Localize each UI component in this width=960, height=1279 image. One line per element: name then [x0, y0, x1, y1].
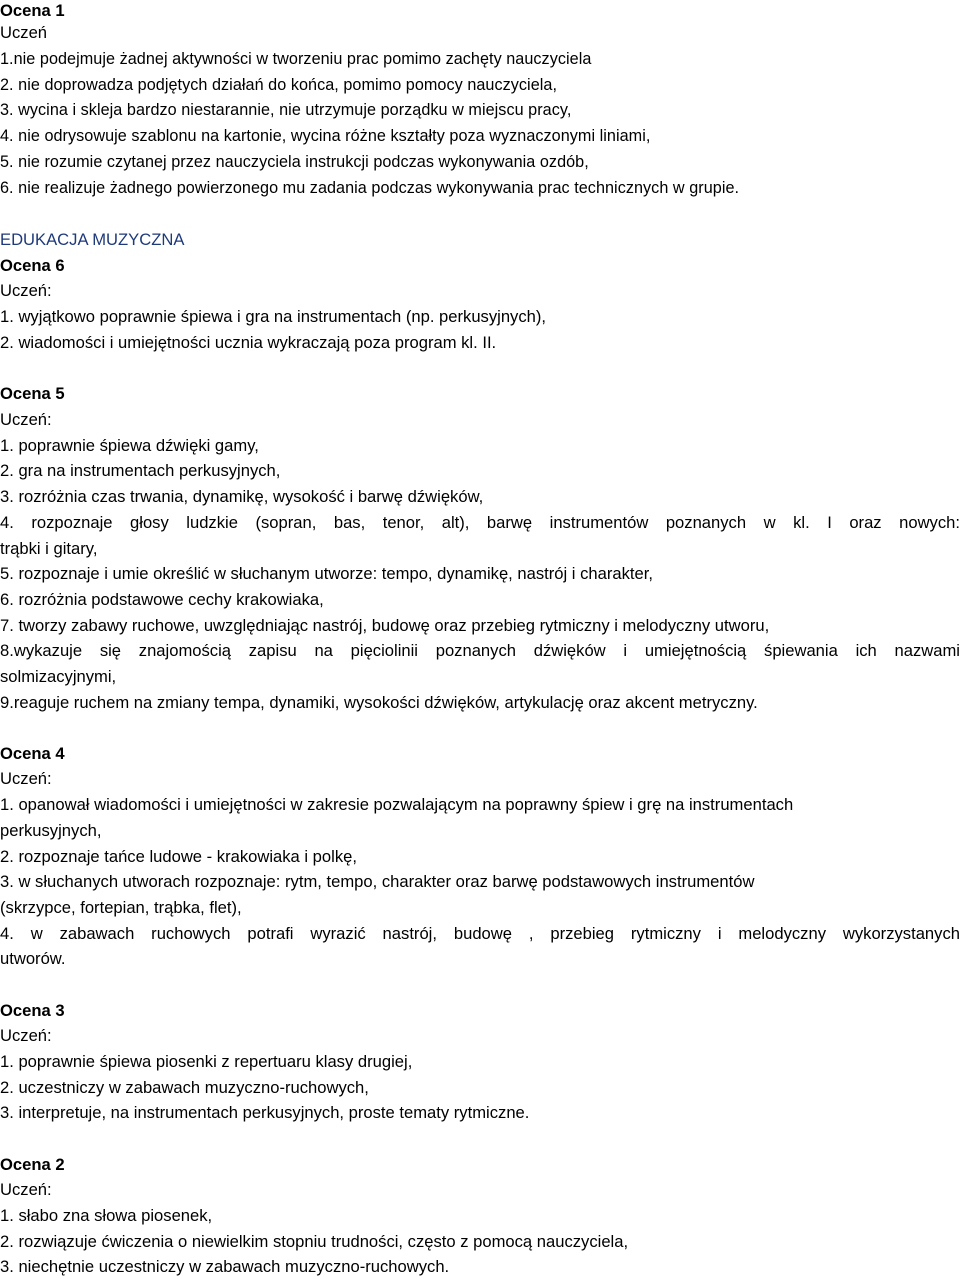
grade-2-criterion-3: 3. niechętnie uczestniczy w zabawach muzyczno-ruchowych. — [0, 1257, 450, 1276]
grade-5-criterion-4: 4. rozpoznaje głosy ludzkie (sopran, bas, tenor, alt), barwę instrumentów poznanych w kl. I oraz nowych: — [0, 513, 960, 532]
grade-1-criterion-6: 6. nie realizuje żadnego powierzonego mu zadania podczas wykonywania prac technicznych w grupie. — [0, 179, 740, 197]
grade-4-criterion-1-continuation: perkusyjnych, — [0, 821, 102, 840]
grade-2-student-label: Uczeń: — [0, 1180, 52, 1199]
grade-1-heading: Ocena 1 — [0, 1, 65, 20]
grade-1-student-label: Uczeń — [0, 23, 48, 42]
grade-5-criterion-7: 7. tworzy zabawy ruchowe, uwzględniając nastrój, budowę oraz przebieg rytmiczny i melodyczny utworu, — [0, 616, 770, 635]
grade-5-criterion-2: 2. gra na instrumentach perkusyjnych, — [0, 461, 281, 480]
grade-1-criterion-4: 4. nie odrysowuje szablonu na kartonie, wycina różne kształty poza wyznaczonymi liniami, — [0, 127, 651, 145]
grade-4-criterion-3: 3. w słuchanych utworach rozpoznaje: rytm, tempo, charakter oraz barwę podstawowych instrumentów — [0, 872, 755, 891]
grade-5-criterion-4-continuation: trąbki i gitary, — [0, 539, 98, 558]
grade-1-criterion-3: 3. wycina i skleja bardzo niestarannie, nie utrzymuje porządku w miejscu pracy, — [0, 101, 572, 119]
grade-6-criterion-2: 2. wiadomości i umiejętności ucznia wykraczają poza program kl. II. — [0, 333, 497, 352]
grade-5-criterion-8-continuation: solmizacyjnymi, — [0, 667, 117, 686]
grade-3-criterion-1: 1. poprawnie śpiewa piosenki z repertuaru klasy drugiej, — [0, 1052, 413, 1071]
grade-5-heading: Ocena 5 — [0, 384, 65, 403]
music-section-title: EDUKACJA MUZYCZNA — [0, 230, 185, 249]
grade-2-criterion-2: 2. rozwiązuje ćwiczenia o niewielkim stopniu trudności, często z pomocą nauczyciela, — [0, 1232, 629, 1251]
grade-4-student-label: Uczeń: — [0, 769, 52, 788]
grade-3-heading: Ocena 3 — [0, 1001, 65, 1020]
grade-3-student-label: Uczeń: — [0, 1026, 52, 1045]
grade-2-criterion-1: 1. słabo zna słowa piosenek, — [0, 1206, 213, 1225]
grade-4-criterion-4: 4. w zabawach ruchowych potrafi wyrazić nastrój, budowę , przebieg rytmiczny i melodyczny wykorzystanych — [0, 924, 960, 943]
grade-3-criterion-3: 3. interpretuje, na instrumentach perkusyjnych, proste tematy rytmiczne. — [0, 1103, 530, 1122]
grade-2-heading: Ocena 2 — [0, 1155, 65, 1174]
grade-1-criterion-2: 2. nie doprowadza podjętych działań do końca, pomimo pomocy nauczyciela, — [0, 76, 557, 94]
grade-5-criterion-3: 3. rozróżnia czas trwania, dynamikę, wysokość i barwę dźwięków, — [0, 487, 484, 506]
grade-5-criterion-5: 5. rozpoznaje i umie określić w słuchanym utworze: tempo, dynamikę, nastrój i charakter, — [0, 564, 653, 583]
grade-5-criterion-8: 8.wykazuje się znajomością zapisu na pięciolinii poznanych dźwięków i umiejętnością śpiewania ich nazwami — [0, 641, 960, 660]
grade-3-criterion-2: 2. uczestniczy w zabawach muzyczno-ruchowych, — [0, 1078, 369, 1097]
grade-5-student-label: Uczeń: — [0, 410, 52, 429]
grade-4-criterion-3-continuation: (skrzypce, fortepian, trąbka, flet), — [0, 898, 242, 917]
grade-4-criterion-4-continuation: utworów. — [0, 949, 66, 968]
grade-4-criterion-2: 2. rozpoznaje tańce ludowe - krakowiaka i polkę, — [0, 847, 357, 866]
grade-6-heading: Ocena 6 — [0, 256, 65, 275]
grade-5-criterion-1: 1. poprawnie śpiewa dźwięki gamy, — [0, 436, 259, 455]
grade-5-criterion-9: 9.reaguje ruchem na zmiany tempa, dynamiki, wysokości dźwięków, artykulację oraz akcent metryczny. — [0, 693, 758, 712]
grade-1-criterion-1: 1.nie podejmuje żadnej aktywności w tworzeniu prac pomimo zachęty nauczyciela — [0, 50, 592, 68]
grade-6-criterion-1: 1. wyjątkowo poprawnie śpiewa i gra na instrumentach (np. perkusyjnych), — [0, 307, 547, 326]
grade-1-criterion-5: 5. nie rozumie czytanej przez nauczyciela instrukcji podczas wykonywania ozdób, — [0, 153, 589, 171]
grade-4-heading: Ocena 4 — [0, 744, 65, 763]
grade-6-student-label: Uczeń: — [0, 281, 52, 300]
grade-5-criterion-6: 6. rozróżnia podstawowe cechy krakowiaka, — [0, 590, 324, 609]
grade-4-criterion-1: 1. opanował wiadomości i umiejętności w zakresie pozwalającym na poprawny śpiew i grę na instrumentach — [0, 795, 794, 814]
